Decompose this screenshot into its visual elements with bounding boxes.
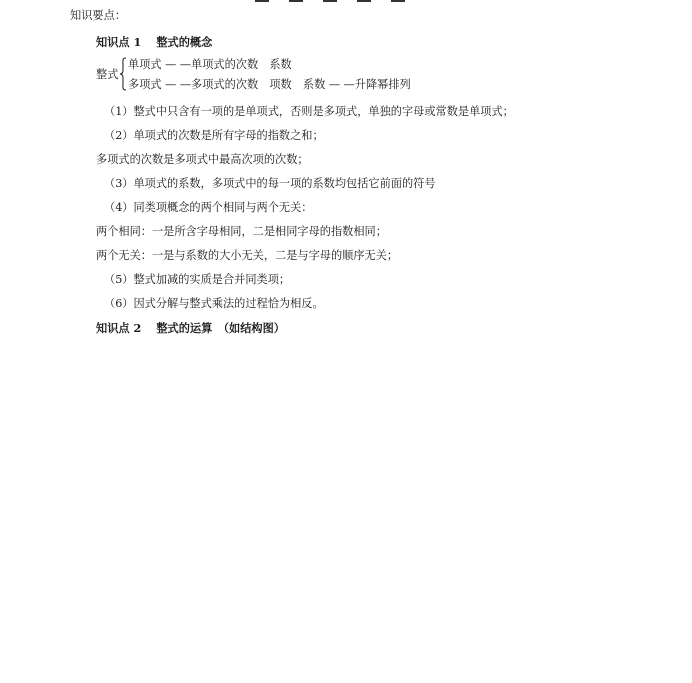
cropped-glyph: [391, 0, 405, 2]
cropped-glyph: [255, 0, 269, 2]
point-3: （3）单项式的系数，多项式中的每一项的系数均包括它前面的符号: [104, 177, 436, 190]
brace-label: 整式: [96, 68, 119, 81]
point-5: （5）整式加减的实质是合并同类项；: [104, 273, 291, 286]
point-6: （6）因式分解与整式乘法的过程恰为相反。: [104, 297, 324, 310]
cropped-glyph: [357, 0, 371, 2]
point-4-two-unrelated: 两个无关：一是与系数的大小无关，二是与字母的顺序无关；: [96, 249, 399, 262]
cropped-glyph: [323, 0, 337, 2]
brace-row-monomial: 单项式 — —单项式的次数 系数: [128, 58, 292, 71]
cropped-glyph: [289, 0, 303, 2]
concept-brace-diagram: [96, 56, 496, 94]
point-4-two-same: 两个相同：一是所含字母相同，二是相同字母的指数相同；: [96, 225, 387, 238]
brace-row-polynomial: 多项式 — —多项式的次数 项数 系数 — —升降幂排列: [128, 78, 411, 91]
point-2: （2）单项式的次数是所有字母的指数之和；: [104, 129, 324, 142]
intro-label: 知识要点：: [70, 9, 126, 22]
section-heading-kp1: 知识点 1 整式的概念: [96, 35, 213, 49]
curly-brace-icon: [119, 57, 127, 91]
cropped-title-fragment: [255, 0, 425, 2]
section-heading-kp2: 知识点 2 整式的运算 （如结构图）: [96, 321, 285, 335]
point-4: （4）同类项概念的两个相同与两个无关：: [104, 201, 313, 214]
point-2-continued: 多项式的次数是多项式中最高次项的次数；: [96, 153, 309, 166]
point-1: （1）整式中只含有一项的是单项式，否则是多项式，单独的字母或常数是单项式；: [104, 105, 514, 118]
